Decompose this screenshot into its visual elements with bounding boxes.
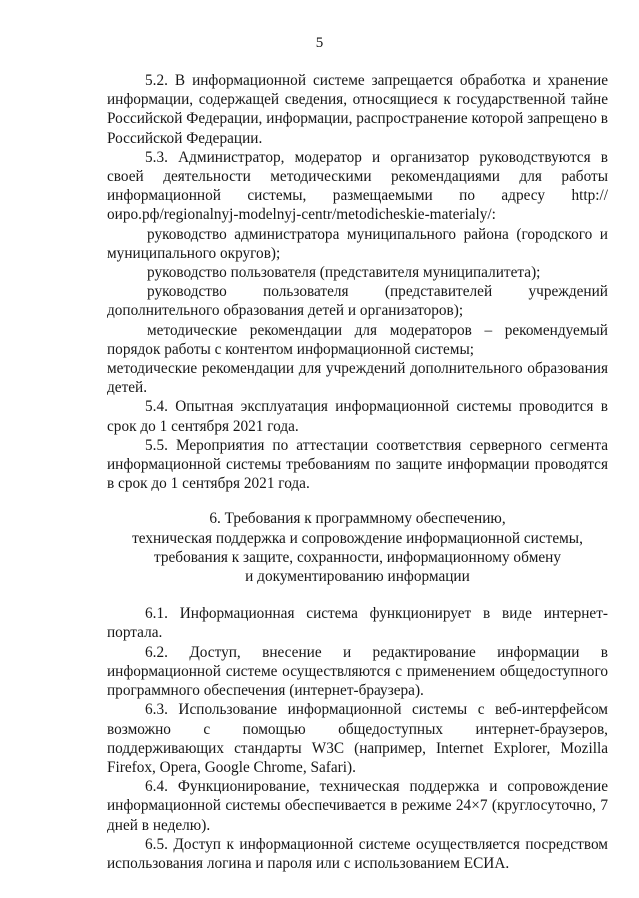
page-number: 5 <box>315 35 324 51</box>
paragraph-5-3: 5.3. Администратор, модератор и организатор руководствуются в своей деятельности методическими рекомендациями для работы информационной системы, размещаемыми по адресу http://оиро.рф/regionalnyj-modelnyj-centr/metodicheskie-materialy/: <box>107 148 608 224</box>
document-body <box>107 71 608 873</box>
heading-line: требования к защите, сохранности, информационному обмену <box>153 548 562 566</box>
paragraph-5-2: 5.2. В информационной системе запрещается обработка и хранение информации, содержащей сведения, относящиеся к государственной тайне Российской Федерации, информации, распространение которой запрещено в Российской Федерации. <box>107 72 608 147</box>
paragraph-6-4: 6.4. Функционирование, техническая поддержка и сопровождение информационной системы обеспечивается в режиме 24×7 (круглосуточно, 7 дней в неделю). <box>107 778 608 834</box>
list-item-admin-guide: руководство администратора муниципального района (городского и муниципального округов); <box>107 225 608 262</box>
list-item-user-guide-institutions: руководство пользователя (представителей учреждений дополнительного образования детей и организаторов); <box>107 283 608 320</box>
list-item-institution-recommendations: методические рекомендации для учреждений дополнительного образования детей. <box>107 360 608 397</box>
paragraph-6-2: 6.2. Доступ, внесение и редактирование информации в информационной системе осуществляются с применением общедоступного программного обеспечения (интернет-браузера). <box>107 643 608 700</box>
heading-line: 6. Требования к программному обеспечению, <box>209 510 506 528</box>
heading-line: и документированию информации <box>245 568 470 586</box>
spacer <box>107 586 608 604</box>
section-6-heading <box>107 509 608 586</box>
list-item-moderator-recommendations: методические рекомендации для модераторов – рекомендуемый порядок работы с контентом информационной системы; <box>107 321 608 358</box>
paragraph-5-4: 5.4. Опытная эксплуатация информационной системы проводится в срок до 1 сентября 2021 года. <box>107 398 608 435</box>
paragraph-6-1: 6.1. Информационная система функционирует в виде интернет-портала. <box>107 605 608 642</box>
heading-line: техническая поддержка и сопровождение информационной системы, <box>132 529 583 547</box>
list-item-user-guide-municipality: руководство пользователя (представителя муниципалитета); <box>147 264 541 282</box>
paragraph-5-5: 5.5. Мероприятия по аттестации соответствия серверного сегмента информационной системы требованиям по защите информации проводятся в срок до 1 сентября 2021 года. <box>107 436 608 493</box>
paragraph-6-3: 6.3. Использование информационной системы с веб-интерфейсом возможно с помощью общедоступных интернет-браузеров, поддерживающих стандарты W3C (например, Internet Explorer, Mozilla Firefox, Opera, Google Chrome, Safari). <box>107 701 608 776</box>
paragraph-6-5: 6.5. Доступ к информационной системе осуществляется посредством использования логина и пароля или с использованием ЕСИА. <box>107 835 608 872</box>
